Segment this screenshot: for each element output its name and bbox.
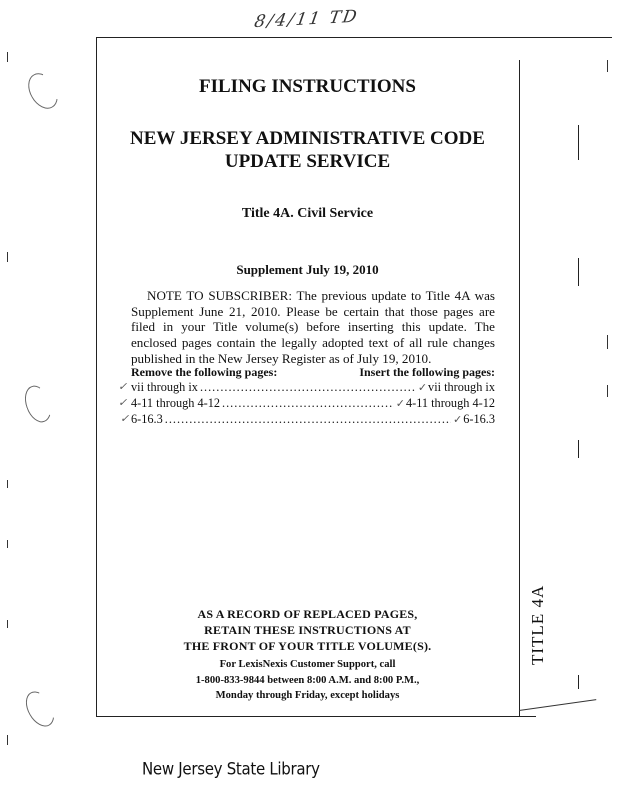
remove-page-range: 6-16.3 <box>131 412 163 426</box>
support-hours-line: Monday through Friday, except holidays <box>215 690 400 701</box>
check-mark-icon: ✓ <box>118 381 128 393</box>
punch-hole-mark <box>22 68 64 114</box>
margin-mark <box>7 252 8 262</box>
margin-mark <box>607 385 608 397</box>
support-line1: For LexisNexis Customer Support, call <box>219 659 396 670</box>
check-mark-icon: ✓ <box>453 414 463 426</box>
margin-mark <box>578 258 579 286</box>
check-mark-icon: ✓ <box>395 398 405 410</box>
punch-hole-mark <box>20 687 60 732</box>
leader-dots <box>222 395 394 411</box>
code-title <box>96 127 519 173</box>
margin-mark <box>7 620 8 628</box>
insert-page-range: 6-16.3 <box>463 412 495 426</box>
title-volume: Title 4A. Civil Service <box>241 206 374 221</box>
check-mark-icon: ✓ <box>417 382 428 394</box>
code-title-line2: UPDATE SERVICE <box>224 151 391 172</box>
margin-mark <box>578 125 579 160</box>
frame-bottom-border <box>96 716 536 717</box>
remove-page-range: vii through ix <box>131 380 198 394</box>
margin-mark <box>607 60 608 72</box>
margin-mark <box>578 440 579 458</box>
retain-line3: THE FRONT OF YOUR TITLE VOLUME(S). <box>183 639 432 653</box>
library-stamp: New Jersey State Library <box>142 759 320 779</box>
punch-hole-mark <box>20 382 56 426</box>
filing-instructions-title: FILING INSTRUCTIONS <box>199 76 416 97</box>
insert-pages-header: Insert the following pages: <box>359 365 495 379</box>
support-phone-line: 1-800-833-9844 between 8:00 A.M. and 8:00 P.M., <box>195 674 420 686</box>
table-row <box>131 379 495 395</box>
supplement-date: Supplement July 19, 2010 <box>236 262 379 277</box>
note-text: NOTE TO SUBSCRIBER: The previous update to Title 4A was Supplement June 21, 2010. Please be certain that those pages are filed in your Title volume(s) before inserting this update. The enclosed pages contain the legally adopted text of all rule changes published in the New Jersey Register as of July 19, 2010. <box>131 288 495 366</box>
retain-instructions <box>96 606 519 654</box>
leader-dots <box>165 411 451 427</box>
margin-mark <box>607 335 608 349</box>
margin-mark <box>7 480 8 488</box>
check-mark-icon: ✓ <box>120 413 130 425</box>
note-to-subscriber <box>131 288 495 367</box>
margin-mark <box>7 540 8 548</box>
table-row <box>131 395 495 411</box>
margin-mark <box>578 675 579 689</box>
frame-corner-line <box>519 699 596 711</box>
remove-pages-header: Remove the following pages: <box>131 365 278 379</box>
retain-line1: AS A RECORD OF REPLACED PAGES, <box>197 607 418 621</box>
retain-line2: RETAIN THESE INSTRUCTIONS AT <box>204 623 411 637</box>
insert-page-range: vii through ix <box>428 380 495 394</box>
code-title-line1: NEW JERSEY ADMINISTRATIVE CODE <box>130 128 485 149</box>
title-tab-label: TITLE 4A <box>528 584 547 666</box>
leader-dots <box>200 379 416 395</box>
frame-top-border <box>96 37 612 38</box>
table-row <box>131 411 495 427</box>
handwritten-annotation: 8/4/11 TD <box>252 6 361 33</box>
frame-right-border <box>519 60 520 716</box>
insert-page-range: 4-11 through 4-12 <box>405 396 495 410</box>
margin-mark <box>7 52 8 62</box>
margin-mark <box>7 735 8 745</box>
customer-support-info <box>96 657 519 704</box>
check-mark-icon: ✓ <box>118 397 128 409</box>
remove-page-range: 4-11 through 4-12 <box>131 396 221 410</box>
